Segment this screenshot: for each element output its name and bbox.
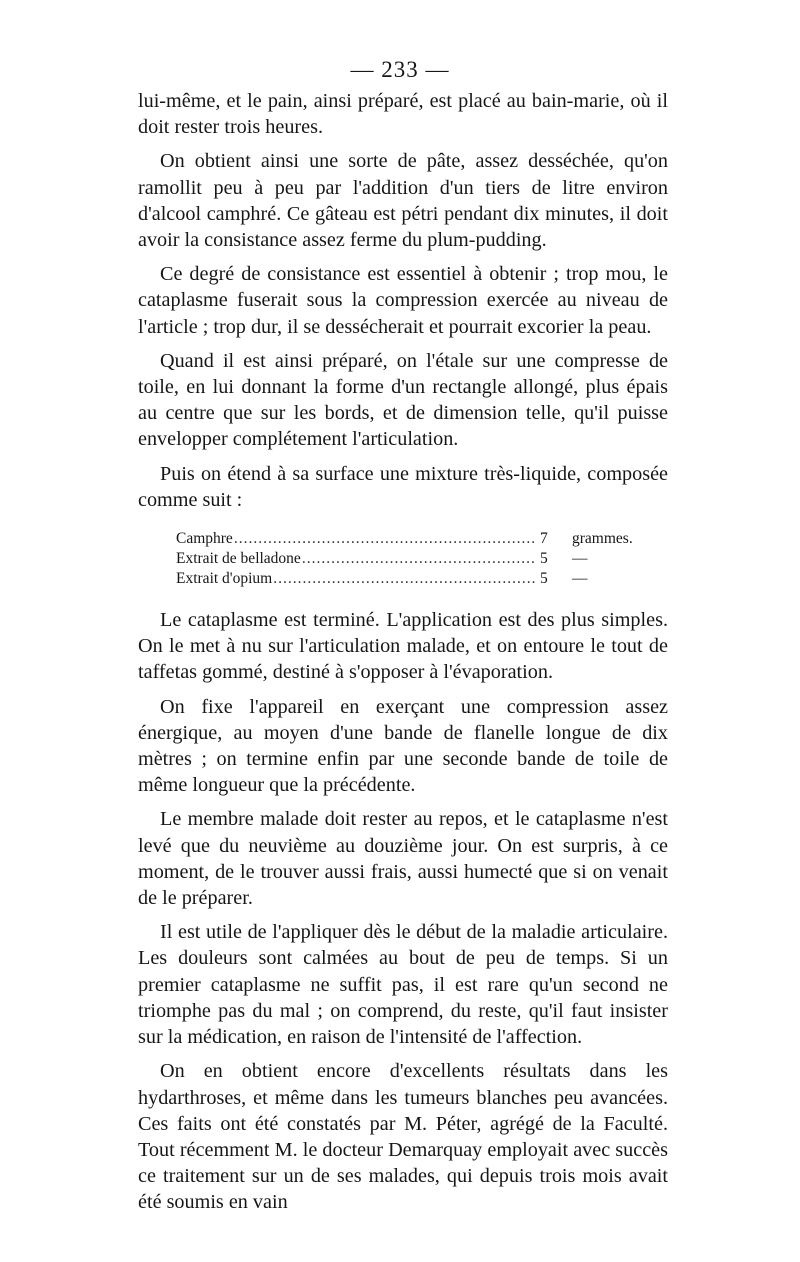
paragraph: On obtient ainsi une sorte de pâte, assez desséchée, qu'on ramollit peu à peu par l'addition d'un tiers de litre environ d'alcool camphré. Ce gâteau est pétri pendant dix minutes, il doit avoir la consistance assez ferme du plum-pudding. [138, 150, 668, 252]
paragraph: Puis on étend à sa surface une mixture très-liquide, composée comme suit : [138, 462, 668, 511]
recipe-list [138, 529, 668, 589]
paragraph: Il est utile de l'appliquer dès le début de la maladie articulaire. Les douleurs sont calmées au bout de peu de temps. Si un premier cataplasme ne suffit pas, il est rare qu'un second ne triomphe pas du mal ; on comprend, du reste, qu'il faut insister sur la médication, en raison de l'intensité de l'affection. [138, 921, 668, 1049]
paragraph: On fixe l'appareil en exerçant une compression assez énergique, au moyen d'une bande de flanelle longue de dix mètres ; on termine enfin par une seconde bande de toile de même longueur que la précédente. [138, 695, 668, 797]
paragraph: Ce degré de consistance est essentiel à obtenir ; trop mou, le cataplasme fuserait sous la compression exercée au niveau de l'article ; trop dur, il se dessécherait et pourrait excorier la peau. [138, 263, 668, 338]
recipe-quantity: 7 [540, 530, 548, 548]
recipe-unit: — [572, 550, 588, 568]
leader-dots [273, 569, 536, 589]
paragraph: On en obtient encore d'excellents résultats dans les hydarthroses, et même dans les tumeurs blanches peu avancées. Ces faits ont été constatés par M. Péter, agrégé de la Faculté. Tout récemment M. le docteur Demarquay employait avec succès ce traitement sur un de ses malades, qui depuis trois mois avait été soumis en vain [138, 1060, 668, 1214]
paragraph: Le membre malade doit rester au repos, et le cataplasme n'est levé que du neuvième au douzième jour. On est surpris, à ce moment, de le trouver aussi frais, aussi humecté que si on venait de le préparer. [138, 808, 668, 910]
recipe-item [176, 569, 668, 589]
recipe-unit: — [572, 570, 588, 588]
recipe-quantity: 5 [540, 570, 548, 588]
page-number: — 233 — [350, 57, 450, 82]
recipe-ingredient: Camphre [176, 530, 233, 548]
recipe-unit: grammes. [572, 530, 633, 548]
body-text [138, 88, 668, 1224]
leader-dots [302, 549, 536, 569]
paragraph: Le cataplasme est terminé. L'application est des plus simples. On le met à nu sur l'articulation malade, et on entoure le tout de taffetas gommé, destiné à s'opposer à l'évaporation. [138, 609, 668, 684]
paragraph: lui-même, et le pain, ainsi préparé, est placé au bain-marie, où il doit rester trois heures. [138, 90, 668, 139]
recipe-item [176, 549, 668, 569]
paragraph: Quand il est ainsi préparé, on l'étale sur une compresse de toile, en lui donnant la forme d'un rectangle allongé, plus épais au centre que sur les bords, et de dimension telle, qu'il puisse envelopper complétement l'articulation. [138, 349, 668, 451]
leader-dots [234, 529, 536, 549]
recipe-ingredient: Extrait de belladone [176, 550, 301, 568]
recipe-quantity: 5 [540, 550, 548, 568]
recipe-item [176, 529, 668, 549]
recipe-ingredient: Extrait d'opium [176, 570, 273, 588]
